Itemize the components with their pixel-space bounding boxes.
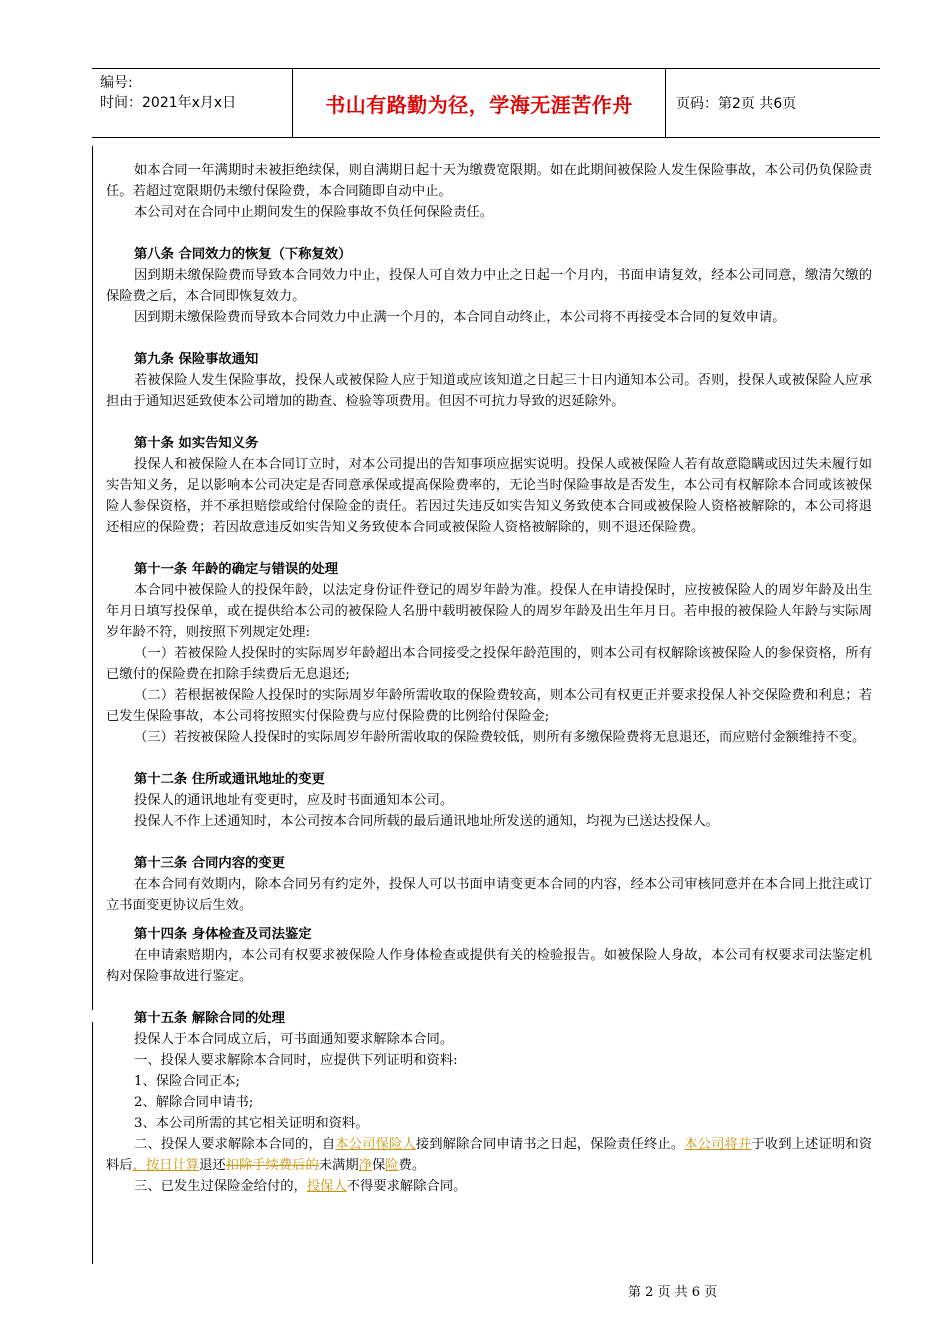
page-header (92, 68, 880, 138)
revision-delete: 扣除手续费后的 (225, 1158, 319, 1173)
doc-number-label: 编号: (100, 75, 133, 91)
revision-insert: 净 (358, 1158, 372, 1173)
revision-insert: 投保人 (306, 1179, 347, 1194)
paragraph: （三）若按被保险人投保时的实际周岁年龄所需收取的保险费较低，则所有多缴保险费将无息退还，而应赔付金额维持不变。 (134, 730, 866, 745)
paragraph: 本公司对在合同中止期间发生的保险事故不负任何保险责任。 (134, 205, 494, 220)
revision-insert: 险 (385, 1158, 399, 1173)
paragraph: 因到期未缴保险费而导致本合同效力中止，投保人可自效力中止之日起一个月内，书面申请复效，经本公司同意，缴清欠缴的保险费之后，本合同即恢复效力。 (106, 268, 872, 304)
paragraph: 投保人于本合同成立后，可书面通知要求解除本合同。 (134, 1032, 454, 1047)
paragraph: 投保人的通讯地址有变更时，应及时书面通知本公司。 (134, 793, 454, 808)
article-13-title: 第十三条 合同内容的变更 (134, 856, 285, 871)
article-11-title: 第十一条 年龄的确定与错误的处理 (134, 562, 339, 577)
article-8-title: 第八条 合同效力的恢复（下称复效） (134, 247, 352, 262)
paragraph: 在本合同有效期内，除本合同另有约定外，投保人可以书面申请变更本合同的内容，经本公司审核同意并在本合同上批注或订立书面变更协议后生效。 (106, 877, 872, 913)
paragraph: （一）若被保险人投保时的实际周岁年龄超出本合同接受之投保年龄范围的，则本公司有权解除该被保险人的参保资格，所有已缴付的保险费在扣除手续费后无息退还; (106, 646, 872, 682)
paragraph-with-revisions: 三、已发生过保险金给付的，投保人不得要求解除合同。 (134, 1179, 467, 1194)
list-item: 3、本公司所需的其它相关证明和资料。 (134, 1116, 369, 1131)
margin-line-lower (92, 1022, 93, 1264)
document-body (106, 160, 872, 1197)
paragraph: 一、投保人要求解除本合同时，应提供下列证明和资料: (134, 1053, 458, 1068)
article-10-title: 第十条 如实告知义务 (134, 436, 259, 451)
margin-line-upper (92, 146, 93, 1010)
paragraph: 本合同中被保险人的投保年龄，以法定身份证件登记的周岁年龄为准。投保人在申请投保时，应按被保险人的周岁年龄及出生年月日填写投保单，或在提供给本公司的被保险人名册中载明被保险人的周岁年龄及出生年月日。若申报的被保险人年龄与实际周岁年龄不符，则按照下列规定处理: (106, 583, 872, 640)
paragraph: 投保人不作上述通知时，本公司按本合同所载的最后通讯地址所发送的通知，均视为已送达投保人。 (134, 814, 720, 829)
article-12-title: 第十二条 住所或通讯地址的变更 (134, 772, 325, 787)
header-motto: 书山有路勤为径，学海无涯苦作舟 (292, 69, 666, 137)
paragraph: 若被保险人发生保险事故，投保人或被保险人应于知道或应该知道之日起三十日内通知本公司。否则，投保人或被保险人应承担由于通知迟延致使本公司增加的勘查、检验等项费用。但因不可抗力导致的迟延除外。 (106, 373, 872, 409)
list-item: 2、解除合同申请书; (134, 1095, 254, 1110)
article-15-title: 第十五条 解除合同的处理 (134, 1011, 285, 1026)
list-item: 1、保险合同正本; (134, 1074, 241, 1089)
revision-insert: 本公司将并 (684, 1137, 752, 1152)
header-page-label: 页码：第2页 共6页 (676, 96, 797, 112)
revision-insert: ，按日计算 (132, 1158, 200, 1173)
revision-insert: 本公司保险人 (335, 1137, 416, 1152)
paragraph: 在申请索赔期内，本公司有权要求被保险人作身体检查或提供有关的检验报告。如被保险人身故，本公司有权要求司法鉴定机构对保险事故进行鉴定。 (106, 948, 872, 984)
paragraph: （二）若根据被保险人投保时的实际周岁年龄所需收取的保险费较高，则本公司有权更正并要求投保人补交保险费和利息；若已发生保险事故，本公司将按照实付保险费与应付保险费的比例给付保险金; (106, 688, 872, 724)
header-info (100, 73, 290, 113)
paragraph: 因到期未缴保险费而导致本合同效力中止满一个月的，本合同自动终止，本公司将不再接受本合同的复效申请。 (134, 310, 786, 325)
paragraph: 投保人和被保险人在本合同订立时，对本公司提出的告知事项应据实说明。投保人或被保险人若有故意隐瞒或因过失未履行如实告知义务，足以影响本公司决定是否同意承保或提高保险费率的，无论当时保险事故是否发生，本公司有权解除本合同或该被保险人参保资格，并不承担赔偿或给付保险金的责任。若因过失违反如实告知义务致使本合同或被保险人资格被解除的，本公司将退还相应的保险费；若因故意违反如实告知义务致使本合同或被保险人资格被解除的，则不退还保险费。 (106, 457, 872, 535)
doc-time-label: 时间：2021年x月x日 (100, 95, 237, 111)
article-9-title: 第九条 保险事故通知 (134, 352, 259, 367)
paragraph-with-revisions: 二、投保人要求解除本合同的，自本公司保险人接到解除合同申请书之日起，保险责任终止。本公司将并于收到上述证明和资料后，按日计算退还扣除手续费后的未满期净保险费。 (106, 1137, 873, 1173)
page-footer: 第 2 页 共 6 页 (628, 1285, 718, 1300)
article-14-title: 第十四条 身体检查及司法鉴定 (134, 927, 312, 942)
paragraph: 如本合同一年满期时未被拒绝续保，则自满期日起十天为缴费宽限期。如在此期间被保险人发生保险事故，本公司仍负保险责任。若超过宽限期仍未缴付保险费，本合同随即自动中止。 (106, 163, 872, 199)
